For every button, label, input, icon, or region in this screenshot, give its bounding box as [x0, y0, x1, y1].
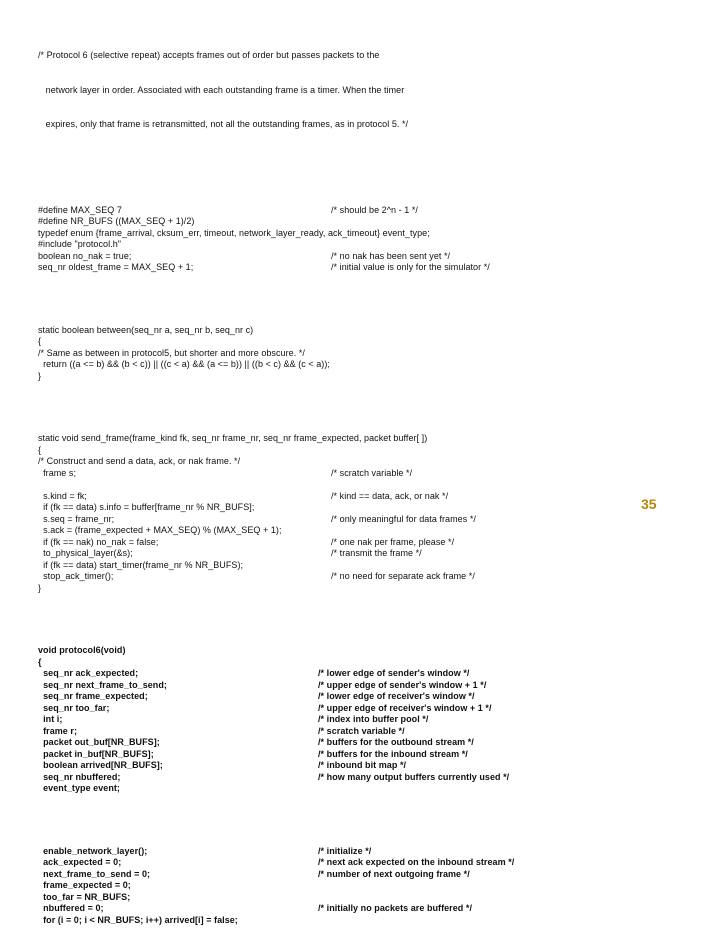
header-line: expires, only that frame is retransmitted, not all the outstanding frames, as in protocol 5. */	[38, 119, 409, 129]
header-comment	[38, 27, 678, 154]
code-line	[38, 892, 678, 904]
code-comment: /* buffers for the outbound stream */	[318, 737, 474, 747]
send-frame-function	[38, 433, 678, 594]
code-comment: /* index into buffer pool */	[318, 714, 429, 724]
code-text: nbuffered = 0;	[38, 903, 104, 913]
code-text: seq_nr frame_expected;	[38, 691, 148, 701]
code-text: too_far = NR_BUFS;	[38, 891, 131, 902]
code-comment: /* upper edge of sender's window + 1 */	[318, 679, 487, 690]
protocol6-declarations	[38, 645, 678, 795]
code-line	[38, 348, 678, 360]
code-comment: /* lower edge of sender's window */	[318, 668, 470, 678]
code-line	[38, 216, 678, 228]
code-text: {	[38, 656, 42, 667]
code-comment: /* initial value is only for the simulator */	[331, 262, 490, 272]
code-line	[38, 668, 678, 680]
code-text: /* Same as between in protocol5, but shorter and more obscure. */	[38, 347, 305, 358]
code-text: seq_nr ack_expected;	[38, 668, 139, 678]
code-comment: /* initialize */	[318, 845, 372, 856]
code-comment: /* should be 2^n - 1 */	[331, 204, 418, 215]
code-line	[38, 726, 678, 738]
header-line: /* Protocol 6 (selective repeat) accepts frames out of order but passes packets to the	[38, 50, 380, 60]
code-text: boolean no_nak = true;	[38, 250, 132, 261]
code-comment: /* how many output buffers currently used */	[318, 771, 510, 782]
code-line	[38, 239, 678, 251]
header-line: network layer in order. Associated with each outstanding frame is a timer. When the timer	[38, 84, 405, 95]
code-comment: /* kind == data, ack, or nak */	[331, 490, 449, 501]
code-line	[38, 491, 678, 503]
code-line	[38, 228, 678, 240]
code-line	[38, 359, 678, 371]
definitions-section	[38, 205, 678, 274]
code-text: seq_nr oldest_frame = MAX_SEQ + 1;	[38, 262, 194, 272]
code-comment: /* only meaningful for data frames */	[331, 513, 476, 524]
code-line	[38, 783, 678, 795]
code-text: if (fk == data) s.info = buffer[frame_nr % NR_BUFS];	[38, 502, 255, 512]
code-line	[38, 680, 678, 692]
code-line	[38, 915, 678, 927]
code-text: #define MAX_SEQ 7	[38, 204, 122, 215]
code-line	[38, 336, 678, 348]
code-line	[38, 737, 678, 749]
code-text: frame_expected = 0;	[38, 880, 131, 890]
code-line	[38, 371, 678, 383]
code-text: next_frame_to_send = 0;	[38, 868, 151, 879]
code-comment: /* no need for separate ack frame */	[331, 571, 475, 581]
page-number: 35	[641, 496, 657, 512]
code-line	[38, 468, 678, 480]
code-comment: /* no nak has been sent yet */	[331, 250, 451, 261]
code-line	[38, 749, 678, 761]
code-text: frame s;	[38, 467, 77, 478]
code-line	[38, 205, 678, 217]
code-text: s.seq = frame_nr;	[38, 513, 115, 524]
code-text: event_type event;	[38, 783, 120, 793]
code-text: return ((a <= b) && (b < c)) || ((c < a) && (a <= b)) || ((b < c) && (c < a));	[38, 359, 330, 369]
code-comment: /* transmit the frame */	[331, 548, 422, 558]
code-text: static void send_frame(frame_kind fk, seq_nr frame_nr, seq_nr frame_expected, packet buffer[ ])	[38, 433, 428, 443]
code-line	[38, 583, 678, 595]
code-line	[38, 857, 678, 869]
code-line	[38, 514, 678, 526]
code-text: #include "protocol.h"	[38, 239, 121, 249]
code-text: {	[38, 444, 42, 455]
code-line	[38, 714, 678, 726]
code-text: s.kind = fk;	[38, 490, 87, 501]
code-comment: /* upper edge of receiver's window + 1 */	[318, 702, 492, 713]
code-text: typedef enum {frame_arrival, cksum_err, timeout, network_layer_ready, ack_timeout} event_type;	[38, 227, 430, 238]
code-text: frame r;	[38, 725, 78, 736]
code-text: packet out_buf[NR_BUFS];	[38, 737, 160, 747]
code-line	[38, 657, 678, 669]
code-line	[38, 502, 678, 514]
code-text: void protocol6(void)	[38, 645, 126, 655]
code-line	[38, 537, 678, 549]
code-text: seq_nr too_far;	[38, 702, 110, 713]
code-listing	[38, 4, 678, 938]
code-comment: /* inbound bit map */	[318, 760, 407, 770]
code-comment: /* buffers for the inbound stream */	[318, 748, 468, 759]
code-line	[38, 251, 678, 263]
code-text: s.ack = (frame_expected + MAX_SEQ) % (MAX_SEQ + 1);	[38, 525, 282, 535]
code-text: enable_network_layer();	[38, 845, 148, 856]
code-text: seq_nr next_frame_to_send;	[38, 679, 167, 690]
code-text: packet in_buf[NR_BUFS];	[38, 748, 154, 759]
code-text: stop_ack_timer();	[38, 571, 114, 581]
code-text: static boolean between(seq_nr a, seq_nr b, seq_nr c)	[38, 324, 254, 335]
code-comment: /* initially no packets are buffered */	[318, 903, 472, 913]
code-text: for (i = 0; i < NR_BUFS; i++) arrived[i] = false;	[38, 914, 238, 925]
protocol6-initialization	[38, 846, 678, 927]
code-line	[38, 772, 678, 784]
code-line	[38, 903, 678, 915]
code-text: /* Construct and send a data, ack, or nak frame. */	[38, 456, 241, 466]
code-line	[38, 456, 678, 468]
code-line	[38, 571, 678, 583]
code-text: }	[38, 582, 42, 593]
code-line	[38, 760, 678, 772]
between-function	[38, 325, 678, 383]
code-line	[38, 525, 678, 537]
code-comment: /* scratch variable */	[331, 467, 413, 478]
code-comment: /* next ack expected on the inbound stream */	[318, 857, 515, 867]
code-text: ack_expected = 0;	[38, 857, 122, 867]
code-text: seq_nr nbuffered;	[38, 771, 121, 782]
code-text: boolean arrived[NR_BUFS];	[38, 760, 163, 770]
code-text: int i;	[38, 714, 63, 724]
code-line	[38, 433, 678, 445]
code-text: if (fk == data) start_timer(frame_nr % NR_BUFS);	[38, 559, 244, 570]
code-line	[38, 691, 678, 703]
code-line	[38, 445, 678, 457]
code-text: {	[38, 336, 42, 346]
code-line	[38, 560, 678, 572]
code-line	[38, 869, 678, 881]
code-line	[38, 880, 678, 892]
code-comment: /* one nak per frame, please */	[331, 536, 455, 547]
code-line	[38, 703, 678, 715]
code-line	[38, 325, 678, 337]
code-text: #define NR_BUFS ((MAX_SEQ + 1)/2)	[38, 216, 195, 226]
code-line	[38, 479, 678, 491]
code-line	[38, 548, 678, 560]
code-text: to_physical_layer(&s);	[38, 548, 133, 558]
code-line	[38, 846, 678, 858]
code-comment: /* scratch variable */	[318, 725, 405, 736]
code-comment: /* number of next outgoing frame */	[318, 868, 470, 879]
code-line	[38, 645, 678, 657]
code-text: }	[38, 370, 42, 381]
code-text: if (fk == nak) no_nak = false;	[38, 536, 159, 547]
code-line	[38, 262, 678, 274]
code-comment: /* lower edge of receiver's window */	[318, 691, 475, 701]
